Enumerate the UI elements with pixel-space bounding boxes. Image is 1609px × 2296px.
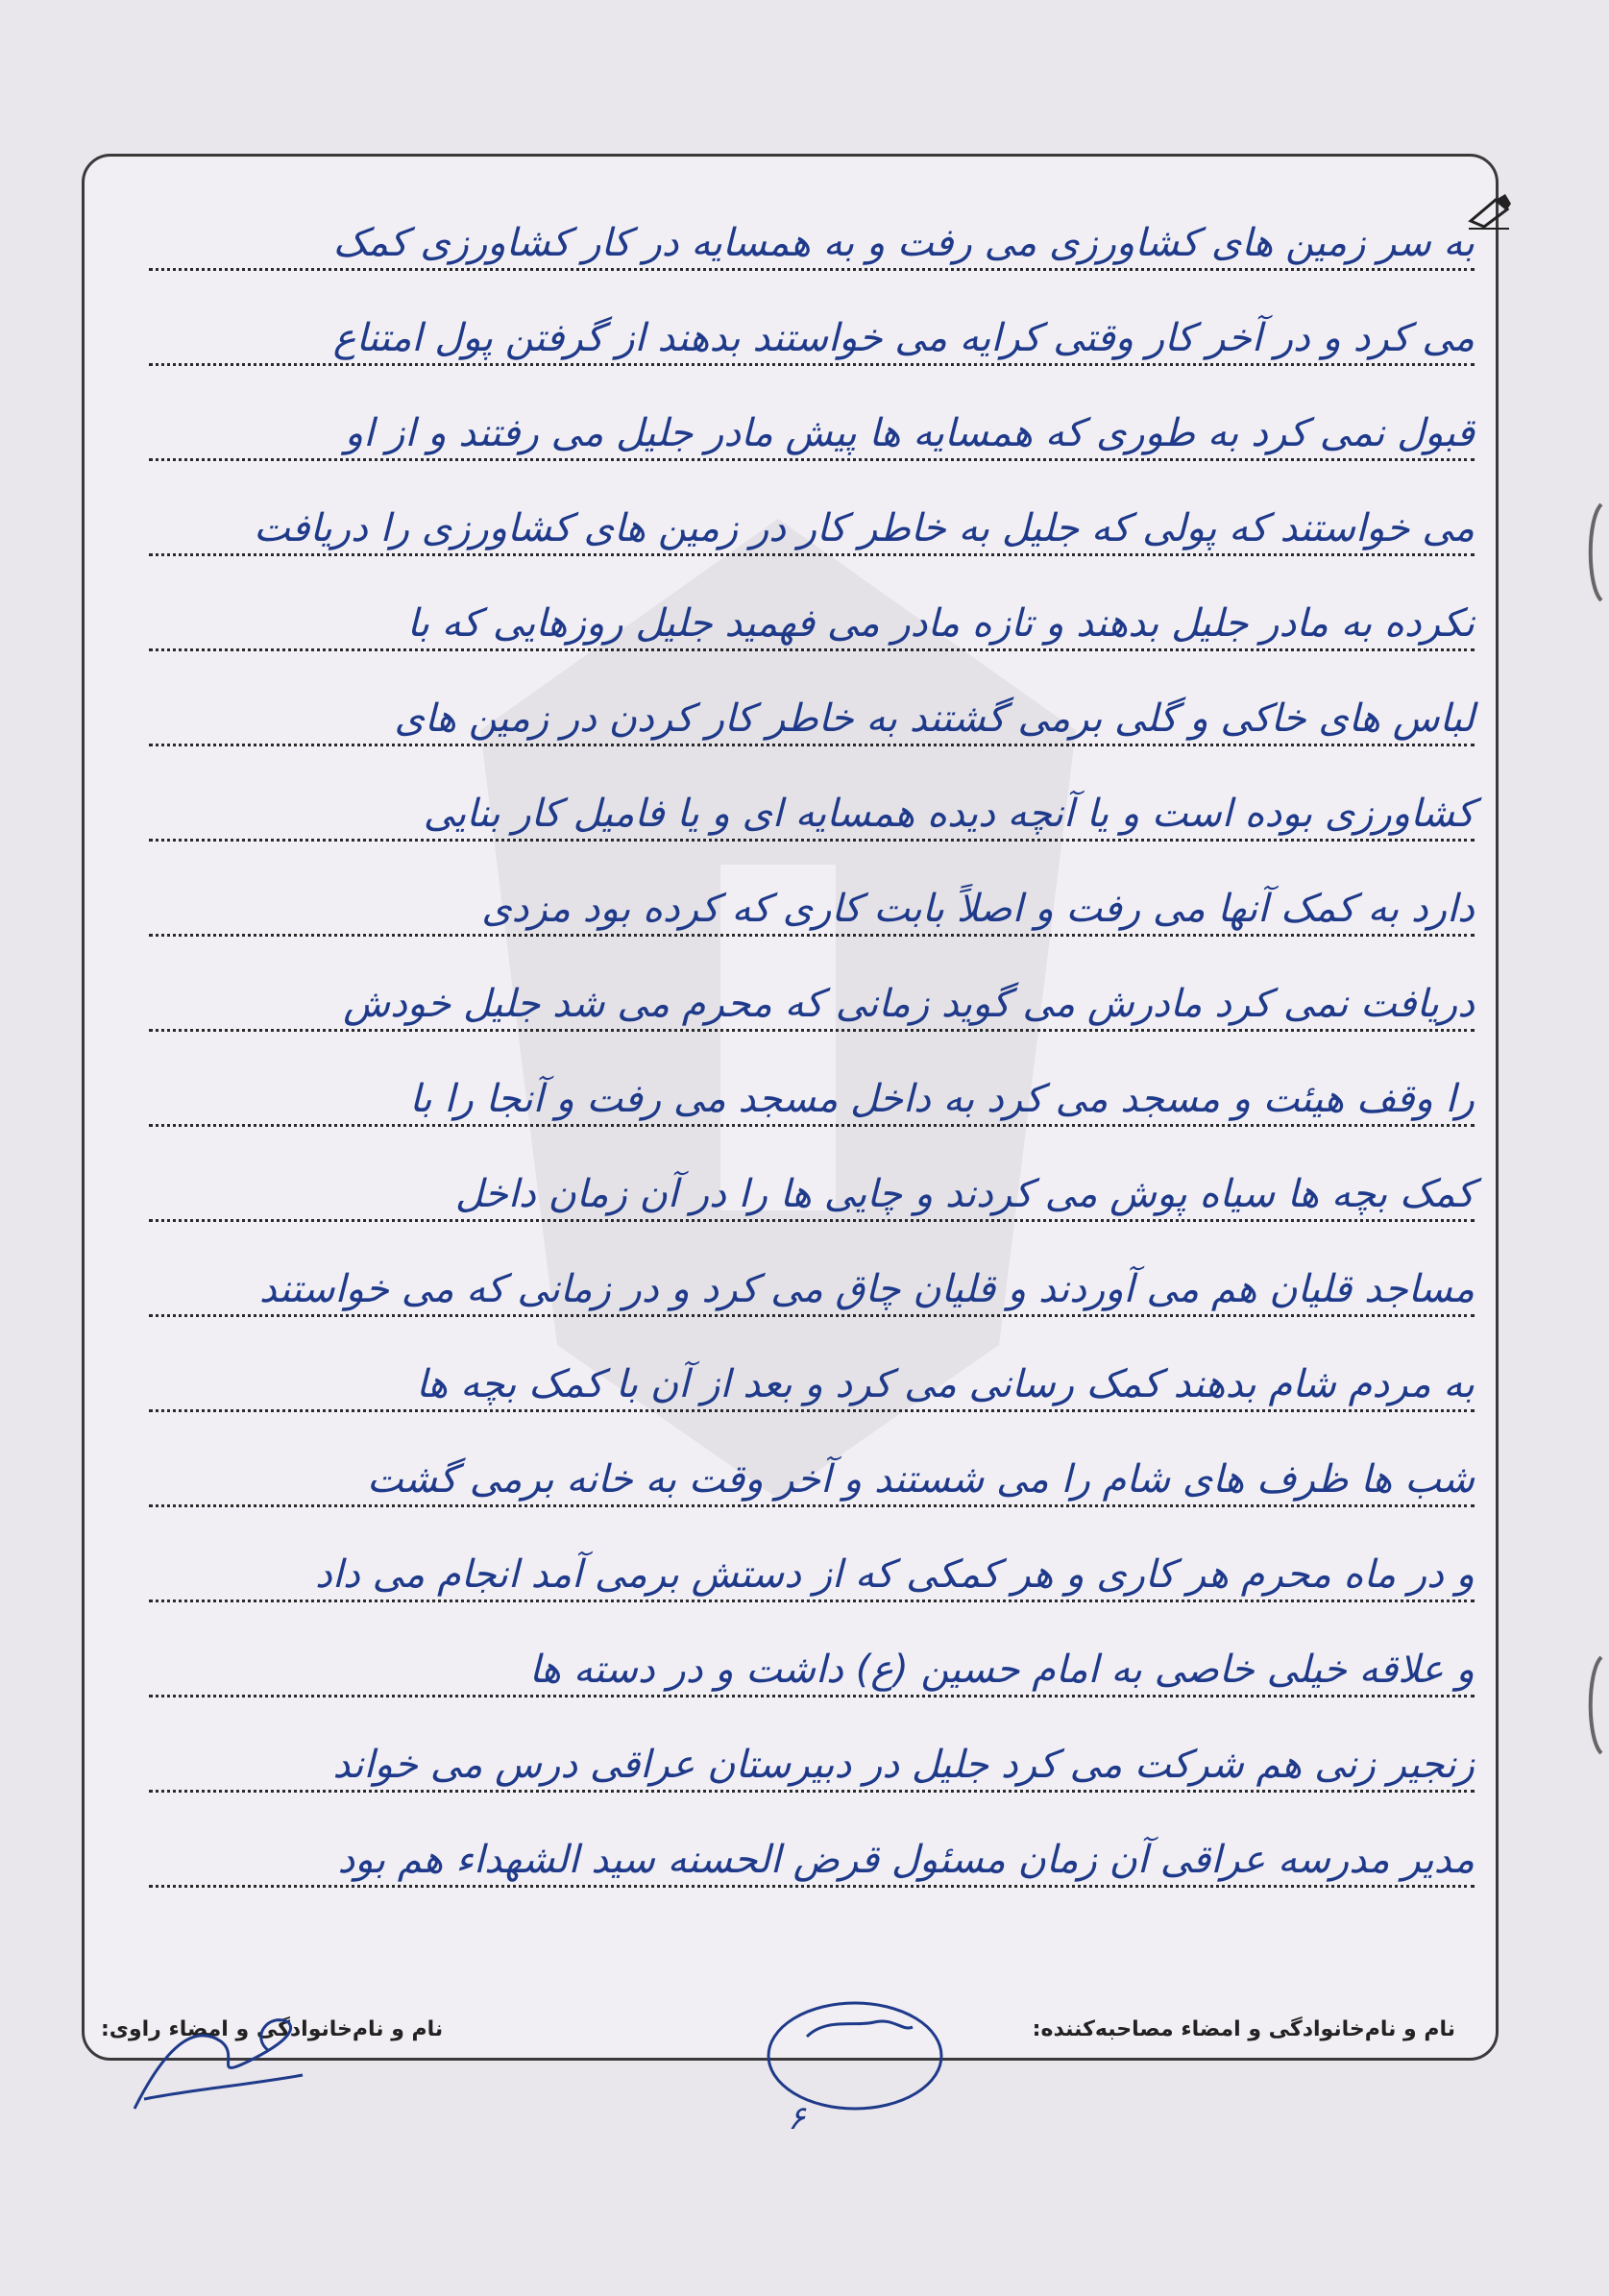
text-line-content: و در ماه محرم هر کاری و هر کمکی که از دستش برمی آمد انجام می داد	[315, 1552, 1475, 1597]
text-line	[149, 763, 1475, 849]
text-line	[149, 1238, 1475, 1325]
text-line-content: قبول نمی کرد به طوری که همسایه ها پیش مادر جلیل می رفتند و از او	[344, 411, 1475, 455]
text-line-content: را وقف هیئت و مسجد می کرد به داخل مسجد می رفت و آنجا را با	[409, 1077, 1475, 1121]
text-line	[149, 1429, 1475, 1515]
text-line-content: لباس های خاکی و گلی برمی گشتند به خاطر کار کردن در زمین های	[394, 696, 1475, 741]
text-line	[149, 953, 1475, 1039]
text-line-content: مساجد قلیان هم می آوردند و قلیان چاق می کرد و در زمانی که می خواستند	[258, 1267, 1475, 1311]
text-line	[149, 382, 1475, 469]
text-line	[149, 1333, 1475, 1420]
text-line-content: می خواستند که پولی که جلیل به خاطر کار در زمین های کشاورزی را دریافت	[254, 506, 1475, 550]
interviewer-signature	[749, 1979, 961, 2133]
text-line-content: شب ها ظرف های شام را می شستند و آخر وقت به خانه برمی گشت	[366, 1457, 1475, 1502]
text-line	[149, 1524, 1475, 1610]
text-line	[149, 858, 1475, 944]
narrator-signature-label: نام و نام‌خانوادگی و امضاء راوی:	[101, 2017, 444, 2041]
text-line-content: کشاورزی بوده است و یا آنچه دیده همسایه ای و یا فامیل کار بنایی	[423, 792, 1475, 836]
text-line	[149, 477, 1475, 564]
text-line	[149, 287, 1475, 374]
text-line-content: دارد به کمک آنها می رفت و اصلاً بابت کاری که کرده بود مزدی	[481, 887, 1475, 931]
text-line-content: کمک بچه ها سیاه پوش می کردند و چایی ها را در آن زمان داخل	[454, 1172, 1475, 1216]
text-line-content: به سر زمین های کشاورزی می رفت و به همسایه در کار کشاورزی کمک	[332, 221, 1475, 265]
narrator-signature	[106, 1993, 317, 2128]
text-line-content: نکرده به مادر جلیل بدهند و تازه مادر می فهمید جلیل روزهایی که با	[406, 601, 1475, 646]
text-line	[149, 192, 1475, 279]
binder-clip-icon	[1582, 1652, 1609, 1758]
text-line	[149, 1048, 1475, 1135]
text-line	[149, 1714, 1475, 1800]
text-line	[149, 573, 1475, 659]
binder-clip-icon	[1582, 500, 1609, 605]
text-line-content: دریافت نمی کرد مادرش می گوید زمانی که محرم می شد جلیل خودش	[343, 982, 1475, 1026]
text-line-content: مدیر مدرسه عراقی آن زمان مسئول قرض الحسنه سید الشهداء هم بود	[337, 1838, 1475, 1882]
text-line-content: به مردم شام بدهند کمک رسانی می کرد و بعد از آن با کمک بچه ها	[416, 1362, 1475, 1406]
interviewer-signature-label: نام و نام‌خانوادگی و امضاء مصاحبه‌کننده:	[1032, 2017, 1455, 2041]
text-line-content: زنجیر زنی هم شرکت می کرد جلیل در دبیرستان عراقی درس می خواند	[332, 1743, 1475, 1787]
text-line-content: می کرد و در آخر کار وقتی کرایه می خواستند بدهند از گرفتن پول امتناع	[332, 316, 1475, 360]
page-number: ۶	[788, 2099, 806, 2137]
text-line-content: و علاقه خیلی خاصی به امام حسین (ع) داشت و در دسته ها	[528, 1648, 1475, 1692]
text-line	[149, 1143, 1475, 1230]
text-line	[149, 1619, 1475, 1705]
text-line	[149, 668, 1475, 754]
text-line	[149, 1809, 1475, 1895]
